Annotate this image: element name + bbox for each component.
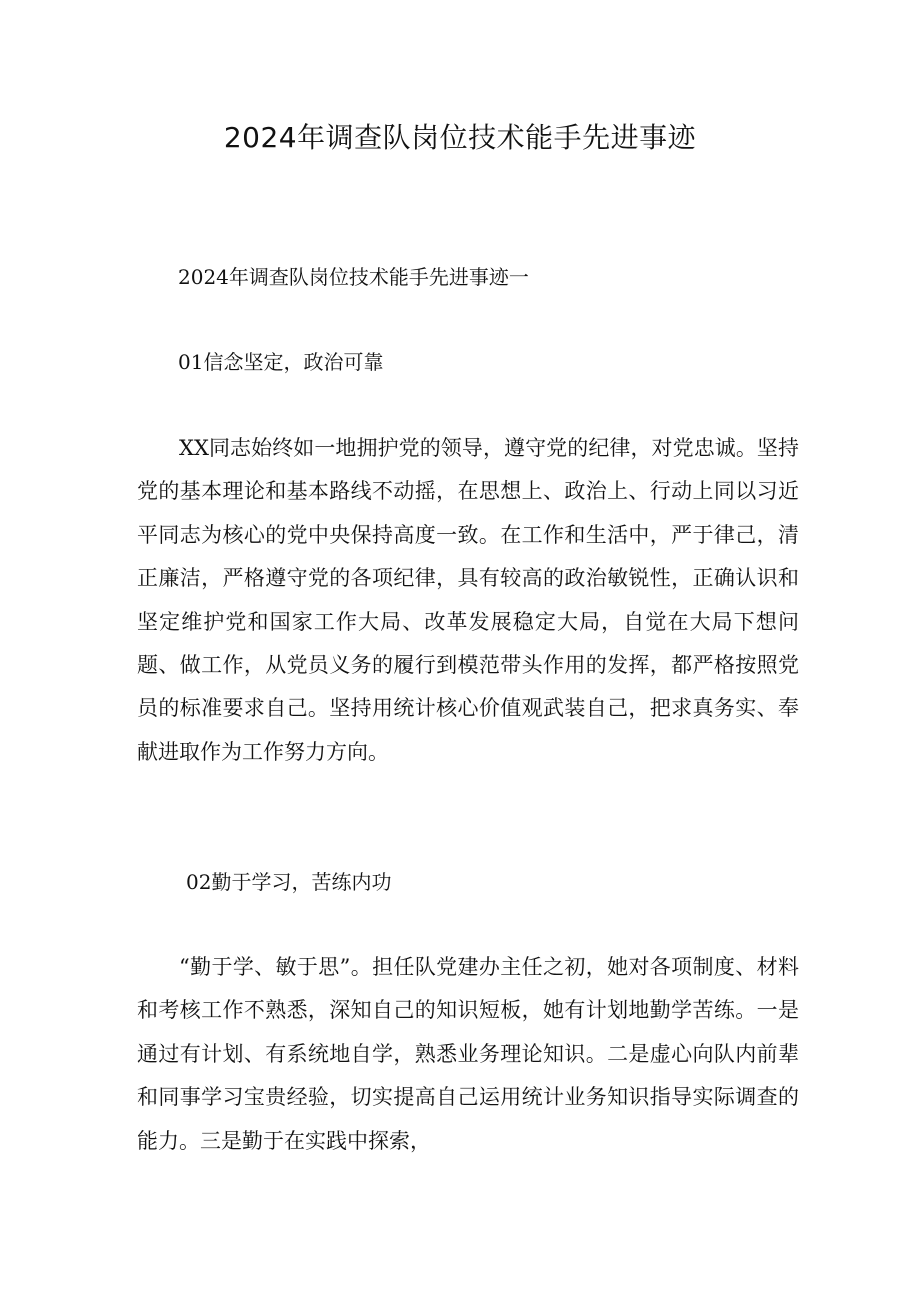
- section-heading-1: 01信念坚定，政治可靠: [178, 350, 384, 374]
- section-paragraph-2: “勤于学、敏于思”。担任队党建办主任之初，她对各项制度、材料和考核工作不熟悉，深知自己的知识短板，她有计划地勤学苦练。一是通过有计划、有系统地自学，熟悉业务理论知识。二是虚心向队内前辈和同事学习宝贵经验，切实提高自己运用统计业务知识指导实际调查的能力。三是勤于在实践中探索，: [137, 955, 799, 1153]
- section-paragraph-1: XX同志始终如一地拥护党的领导，遵守党的纪律，对党忠诚。坚持党的基本理论和基本路线不动摇，在思想上、政治上、行动上同以习近平同志为核心的党中央保持高度一致。在工作和生活中，严于律己，清正廉洁，严格遵守党的各项纪律，具有较高的政治敏锐性，正确认识和坚定维护党和国家工作大局、改革发展稳定大局，自觉在大局下想问题、做工作，从党员义务的履行到模范带头作用的发挥，都严格按照党员的标准要求自己。坚持用统计核心价值观武装自己，把求真务实、奉献进取作为工作努力方向。: [137, 436, 799, 764]
- document-subtitle: 2024年调查队岗位技术能手先进事迹一: [178, 265, 529, 289]
- document-title: 2024年调查队岗位技术能手先进事迹: [223, 121, 697, 154]
- section-heading-2: 02勤于学习，苦练内功: [186, 870, 392, 894]
